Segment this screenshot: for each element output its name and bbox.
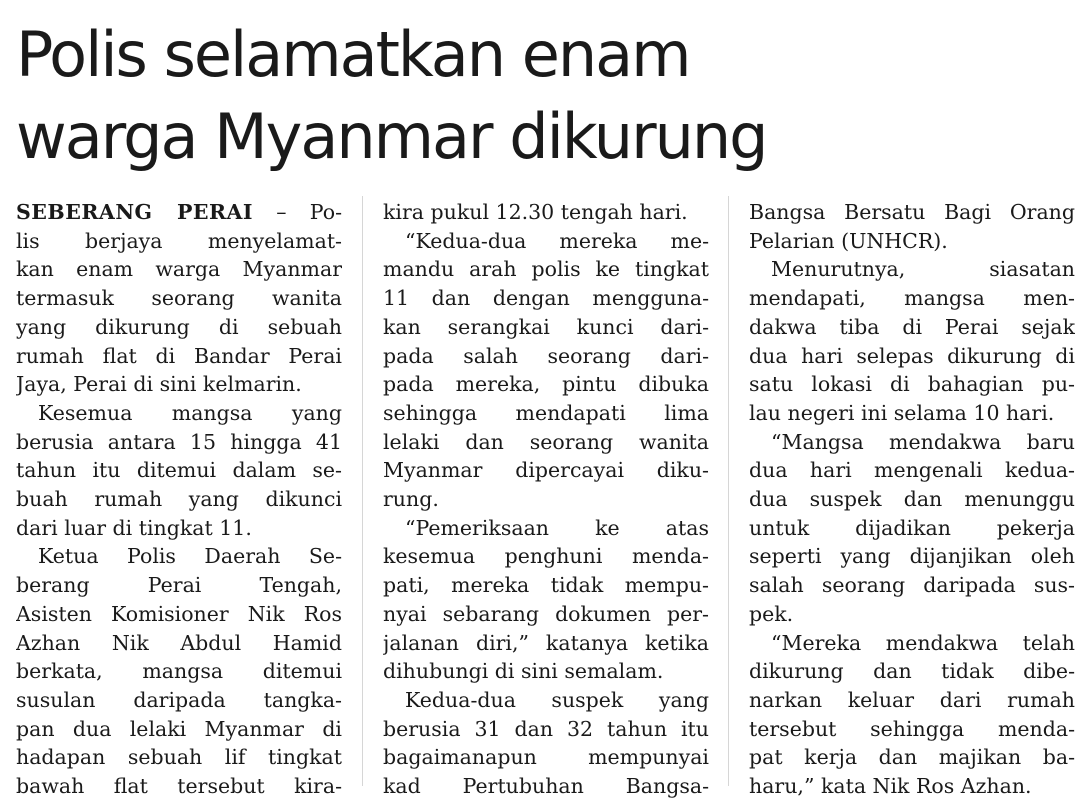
text-line: dua hari mengenali kedua-: [749, 458, 1075, 483]
text-line: Kesemua mangsa yang: [38, 400, 342, 425]
dateline-rest: – Po-: [253, 200, 342, 224]
text-line: kesemua penghuni menda-: [383, 544, 709, 569]
text-line: dikurung dan tidak dibe-: [749, 659, 1075, 684]
article-column-3: [749, 198, 1075, 801]
text-line: susulan daripada tangka-: [16, 687, 342, 712]
dateline: SEBERANG PERAI: [16, 200, 254, 224]
text-line: bawah flat tersebut kira-: [16, 774, 342, 799]
text-line: Myanmar dipercayai diku-: [383, 458, 709, 483]
text-line: Jaya, Perai di sini kelmarin.: [16, 372, 302, 397]
text-line: pada salah seorang dari-: [383, 343, 709, 368]
text-line: mendapati, mangsa men-: [749, 286, 1075, 311]
text-line: pada mereka, pintu dibuka: [383, 372, 709, 397]
text-line: dua hari selepas dikurung di: [749, 343, 1075, 368]
text-line: kad Pertubuhan Bangsa-: [383, 774, 709, 799]
headline-line-1: Polis selamatkan enam: [16, 18, 690, 91]
text-line: Bangsa Bersatu Bagi Orang: [749, 200, 1075, 224]
text-line: nyai sebarang dokumen per-: [383, 601, 709, 626]
text-line: dari luar di tingkat 11.: [16, 515, 252, 540]
text-line: “Pemeriksaan ke atas: [405, 515, 709, 540]
text-line: “Kedua-dua mereka me-: [405, 228, 709, 253]
text-line: haru,” kata Nik Ros Azhan.: [749, 774, 1032, 799]
text-line: dakwa tiba di Perai sejak: [749, 314, 1075, 339]
text-line: mandu arah polis ke tingkat: [383, 257, 709, 282]
text-line: satu lokasi di bahagian pu-: [749, 372, 1075, 397]
text-line: Pelarian (UNHCR).: [749, 228, 948, 253]
column-divider: [728, 196, 729, 786]
text-line: Asisten Komisioner Nik Ros: [16, 601, 342, 626]
text-line: [16, 198, 342, 227]
text-line: jalanan diri,” katanya ketika: [383, 630, 709, 655]
text-line: 11 dan dengan mengguna-: [383, 286, 709, 311]
text-line: Menurutnya, siasatan: [771, 257, 1075, 282]
text-line: berang Perai Tengah,: [16, 573, 342, 598]
text-line: dua suspek dan menunggu: [749, 487, 1075, 512]
text-line: dihubungi di sini semalam.: [383, 659, 664, 684]
text-line: narkan keluar dari rumah: [749, 687, 1075, 712]
text-line: berusia 31 dan 32 tahun itu: [383, 716, 709, 741]
text-line: Azhan Nik Abdul Hamid: [16, 630, 342, 655]
text-line: kan enam warga Myanmar: [16, 257, 342, 282]
text-line: untuk dijadikan pekerja: [749, 515, 1075, 540]
headline: [16, 14, 767, 178]
headline-line-2: warga Myanmar dikurung: [16, 100, 767, 173]
text-line: salah seorang daripada sus-: [749, 573, 1075, 598]
text-line: pek.: [749, 601, 794, 626]
text-line: pati, mereka tidak mempu-: [383, 573, 709, 598]
text-line: kira pukul 12.30 tengah hari.: [383, 200, 688, 224]
text-line: berkata, mangsa ditemui: [16, 659, 342, 684]
text-line: Kedua-dua suspek yang: [405, 687, 709, 712]
text-line: termasuk seorang wanita: [16, 286, 342, 311]
article-column-1: [16, 198, 342, 801]
text-line: rumah flat di Bandar Perai: [16, 343, 342, 368]
text-line: lelaki dan seorang wanita: [383, 429, 709, 454]
text-line: rung.: [383, 487, 439, 512]
column-divider: [362, 196, 363, 786]
text-line: pan dua lelaki Myanmar di: [16, 716, 342, 741]
text-line: lau negeri ini selama 10 hari.: [749, 400, 1055, 425]
text-line: kan serangkai kunci dari-: [383, 314, 709, 339]
text-line: sehingga mendapati lima: [383, 400, 709, 425]
text-line: hadapan sebuah lif tingkat: [16, 745, 342, 770]
text-line: buah rumah yang dikunci: [16, 487, 342, 512]
text-line: lis berjaya menyelamat-: [16, 228, 342, 253]
text-line: yang dikurung di sebuah: [16, 314, 342, 339]
text-line: seperti yang dijanjikan oleh: [749, 544, 1075, 569]
text-line: bagaimanapun mempunyai: [383, 745, 709, 770]
text-line: pat kerja dan majikan ba-: [749, 745, 1075, 770]
text-line: “Mereka mendakwa telah: [771, 630, 1075, 655]
text-line: berusia antara 15 hingga 41: [16, 429, 342, 454]
article-column-2: [383, 198, 709, 801]
text-line: tahun itu ditemui dalam se-: [16, 458, 342, 483]
text-line: tersebut sehingga menda-: [749, 716, 1075, 741]
text-line: Ketua Polis Daerah Se-: [38, 544, 342, 569]
text-line: “Mangsa mendakwa baru: [771, 429, 1075, 454]
